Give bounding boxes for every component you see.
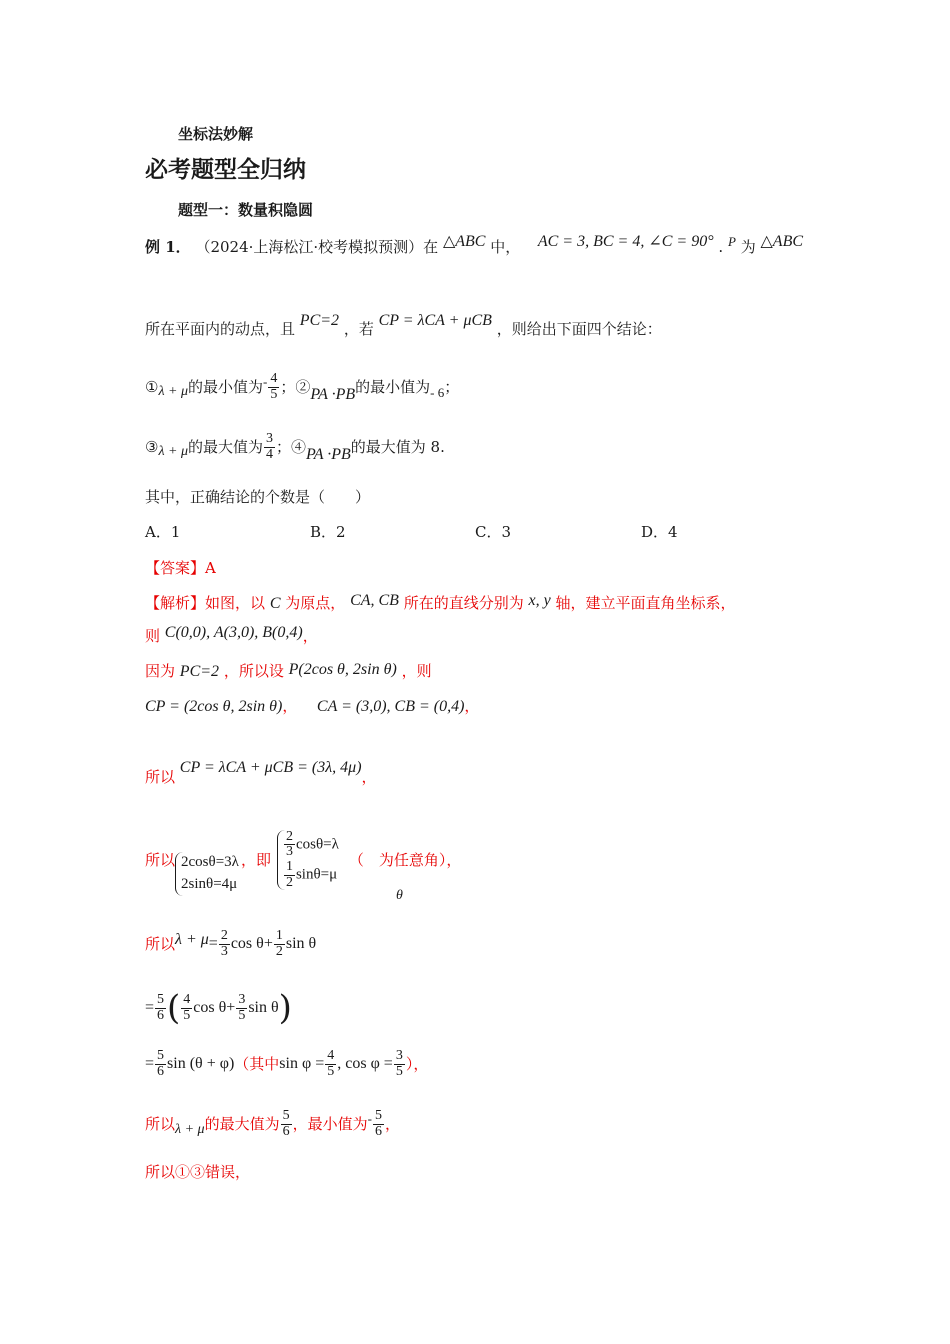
ca-cb-vectors: CA = (3,0), CB = (0,4) <box>316 698 465 715</box>
solution-line-7: 所以 λ + μ = $\frac{2}{3}$ cos θ + $\frac{1}{2}$ sin θ <box>145 927 317 959</box>
theta-symbol: θ <box>396 888 403 903</box>
solution-line-3: 因为 PC=2 ，所以设 P(2cos θ, 2sin θ) ，则 <box>145 661 432 680</box>
cp-vector: CP = (2cos θ, 2sin θ) <box>145 698 283 715</box>
solution-line-5: 所以 CP = λCA + μCB = (3λ, 4μ)， <box>145 759 377 786</box>
example-line-2: 所在平面内的动点，且 PC=2 ，若 CP = λCA + μCB ，则给出下面四个结论： <box>145 312 662 338</box>
fraction-3-4: $\frac{3}{4}$ <box>266 430 274 462</box>
solution-line-4: CP = (2cos θ, 2sin θ)， CA = (3,0), CB = (0,4)， <box>145 697 480 715</box>
option-d: D．4 <box>641 523 678 541</box>
pa-dot-pb: PA ·PB <box>310 386 356 403</box>
equation-system-2: $\frac{2}{3}$ cosθ=λ $\frac{1}{2}$ sinθ=μ <box>277 830 339 891</box>
cp-expression: CP = λCA + μCB <box>378 312 492 329</box>
section-title: 必考题型全归纳 <box>145 156 306 183</box>
solution-line-8: = $\frac{5}{6}$ ( $\frac{4}{5}$ cos θ + $\frac{3}{5}$ sin θ ) <box>145 988 292 1028</box>
point-p: P <box>727 234 736 249</box>
neg-six: - 6 <box>430 384 445 400</box>
triangle-abc: △ABC <box>442 233 486 250</box>
theta-note: （ 为任意角）， <box>348 850 462 869</box>
topic-title: 坐标法妙解 <box>178 125 254 143</box>
solution-final: 所以①③错误， <box>145 1163 251 1181</box>
fraction-4-5: $\frac{4}{5}$ <box>270 370 278 402</box>
type-heading: 题型一：数量积隐圆 <box>178 201 314 219</box>
equation-system-1: 2cosθ=3λ 2sinθ=4μ <box>175 852 239 896</box>
solution-line-1: 【解析】如图，以 C 为原点， CA, CB 所在的直线分别为 x, y 轴，建立平面直角坐标系， <box>145 592 736 612</box>
conclusion-3-4: ③ λ + μ 的最大值为 $\frac{3}{4}$ ；④ PA ·PB 的最大值为 8. <box>145 430 445 463</box>
example-line-1: 例 1． （2024·上海松江·校考模拟预测）在 △ABC 中， AC = 3, BC = 4, ∠C = 90° . P 为 △ABC <box>145 233 804 256</box>
solution-line-10: 所以 λ + μ 的最大值为 $\frac{5}{6}$ ，最小值为 - $\frac{5}{6}$ ， <box>145 1107 400 1139</box>
conclusion-1-2: ① λ + μ 的最小值为 - $\frac{4}{5}$ ；② PA ·PB 的最小值为 - 6 ； <box>145 370 460 403</box>
cp-result: CP = λCA + μCB = (3λ, 4μ) <box>179 759 362 776</box>
example-source: （2024·上海松江·校考模拟预测）在 <box>195 238 439 256</box>
solution-line-2: 则 C(0,0), A(3,0), B(0,4)， <box>145 624 318 645</box>
example-label: 例 1． <box>145 238 191 256</box>
text-mid1: 中， <box>490 238 521 256</box>
solution-label: 【解析】 <box>145 594 206 612</box>
question-text: 其中，正确结论的个数是（ ） <box>145 488 371 506</box>
lambda-plus-mu: λ + μ <box>158 384 188 399</box>
solution-line-9: = $\frac{5}{6}$ sin (θ + φ) （其中 sin φ = $\frac{4}{5}$ , cos φ = $\frac{3}{5}$ ）， <box>145 1047 429 1079</box>
point-coords: C(0,0), A(3,0), B(0,4) <box>164 624 303 641</box>
pc-eq: PC=2 <box>299 312 340 329</box>
solution-line-6: 所以 2cosθ=3λ 2sinθ=4μ ，即 $\frac{2}{3}$ cosθ=λ $\frac{1}{2}$ sinθ=μ （ 为任意角）， <box>145 814 461 906</box>
option-c: C．3 <box>475 523 512 541</box>
option-a: A．1 <box>145 523 181 541</box>
p-definition: P(2cos θ, 2sin θ) <box>288 661 397 678</box>
condition-expr: AC = 3, BC = 4, ∠C = 90° <box>537 233 714 250</box>
option-b: B．2 <box>310 523 346 541</box>
triangle-abc-2: △ABC <box>760 233 804 250</box>
answer-label: 【答案】A <box>145 559 216 577</box>
